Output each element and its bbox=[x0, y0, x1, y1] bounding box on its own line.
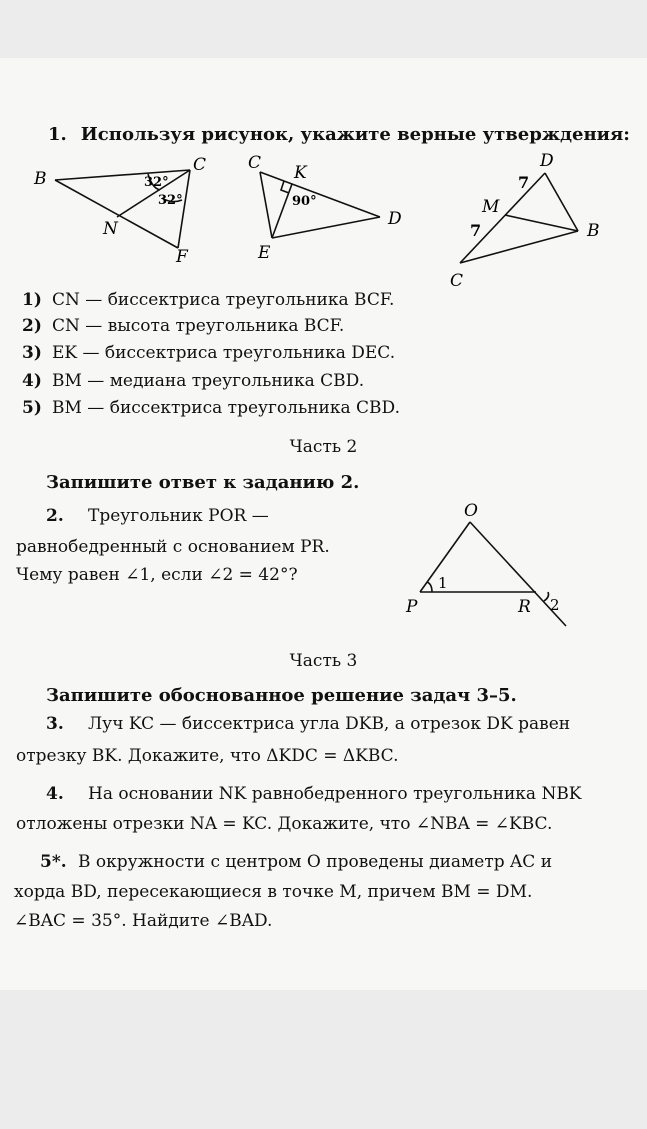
task2-line-1: 2. Треугольник POR — bbox=[46, 506, 269, 526]
task1-option-2: 2) CN — высота треугольника BCF. bbox=[22, 316, 345, 336]
task2-label-o: O bbox=[464, 501, 478, 521]
fig3-label-m: M bbox=[482, 197, 500, 217]
fig3-label-b: B bbox=[587, 221, 600, 241]
figure-3-triangle-cbd bbox=[450, 148, 610, 291]
task2-line-3: Чему равен ∠1, если ∠2 = 42°? bbox=[16, 565, 298, 585]
task4-line-2: отложены отрезки NA = KC. Докажите, что ∠NBA = ∠KBC. bbox=[16, 814, 553, 834]
task1-option-1: 1) CN — биссектриса треугольника BCF. bbox=[22, 290, 395, 310]
task1-option-5: 5) BM — биссектриса треугольника CBD. bbox=[22, 398, 400, 418]
fig1-angle-1: 32° bbox=[144, 175, 169, 190]
fig1-label-b: B bbox=[34, 169, 47, 189]
figure-2-triangle-dec bbox=[240, 150, 410, 265]
fig3-segment-7-top: 7 bbox=[518, 173, 530, 192]
fig2-angle-90: 90° bbox=[292, 194, 317, 209]
fig1-label-c: C bbox=[193, 155, 207, 175]
task5-line-1: 5*. В окружности с центром O проведены диаметр AC и bbox=[40, 852, 553, 872]
task2-angle-2: 2 bbox=[550, 596, 560, 614]
task1-prompt: Используя рисунок, укажите верные утверждения: bbox=[80, 124, 630, 145]
task2-angle-1: 1 bbox=[438, 574, 448, 592]
figure-task2-triangle-por bbox=[398, 502, 578, 632]
task2-label-p: P bbox=[406, 597, 418, 617]
task1-option-4: 4) BM — медиана треугольника CBD. bbox=[22, 371, 365, 391]
fig1-label-f: F bbox=[176, 247, 188, 267]
task2-line-2: равнобедренный с основанием PR. bbox=[16, 537, 330, 557]
fig2-label-e: E bbox=[258, 243, 271, 263]
part3-instruction: Запишите обоснованное решение задач 3–5. bbox=[46, 685, 517, 706]
part2-instruction: Запишите ответ к заданию 2. bbox=[46, 472, 360, 493]
fig3-label-c: C bbox=[450, 271, 464, 291]
fig2-label-d: D bbox=[388, 209, 402, 229]
fig3-label-d: D bbox=[540, 151, 554, 171]
task1-option-3: 3) EK — биссектриса треугольника DEC. bbox=[22, 343, 396, 363]
task5-line-2: хорда BD, пересекающиеся в точке M, причем BM = DM. bbox=[14, 882, 533, 902]
part2-title: Часть 2 bbox=[289, 437, 358, 457]
task5-line-3: ∠BAC = 35°. Найдите ∠BAD. bbox=[14, 911, 273, 931]
fig3-segment-7-bottom: 7 bbox=[470, 221, 482, 240]
task3-line-2: отрезку BK. Докажите, что ΔKDC = ΔKBC. bbox=[16, 746, 399, 766]
fig2-label-c: C bbox=[248, 153, 262, 173]
task1-heading bbox=[48, 124, 630, 146]
task3-line-1: 3. Луч KC — биссектриса угла DKB, а отрезок DK равен bbox=[46, 714, 571, 734]
task2-label-r: R bbox=[518, 597, 531, 617]
part3-title: Часть 3 bbox=[289, 651, 358, 671]
fig1-angle-2: 32° bbox=[158, 193, 183, 208]
task4-line-1: 4. На основании NK равнобедренного треугольника NBK bbox=[46, 784, 582, 804]
fig1-label-n: N bbox=[103, 219, 118, 239]
figure-1-triangle-bcf bbox=[30, 155, 220, 267]
fig2-label-k: K bbox=[294, 163, 307, 183]
task1-number: 1. bbox=[48, 124, 67, 145]
